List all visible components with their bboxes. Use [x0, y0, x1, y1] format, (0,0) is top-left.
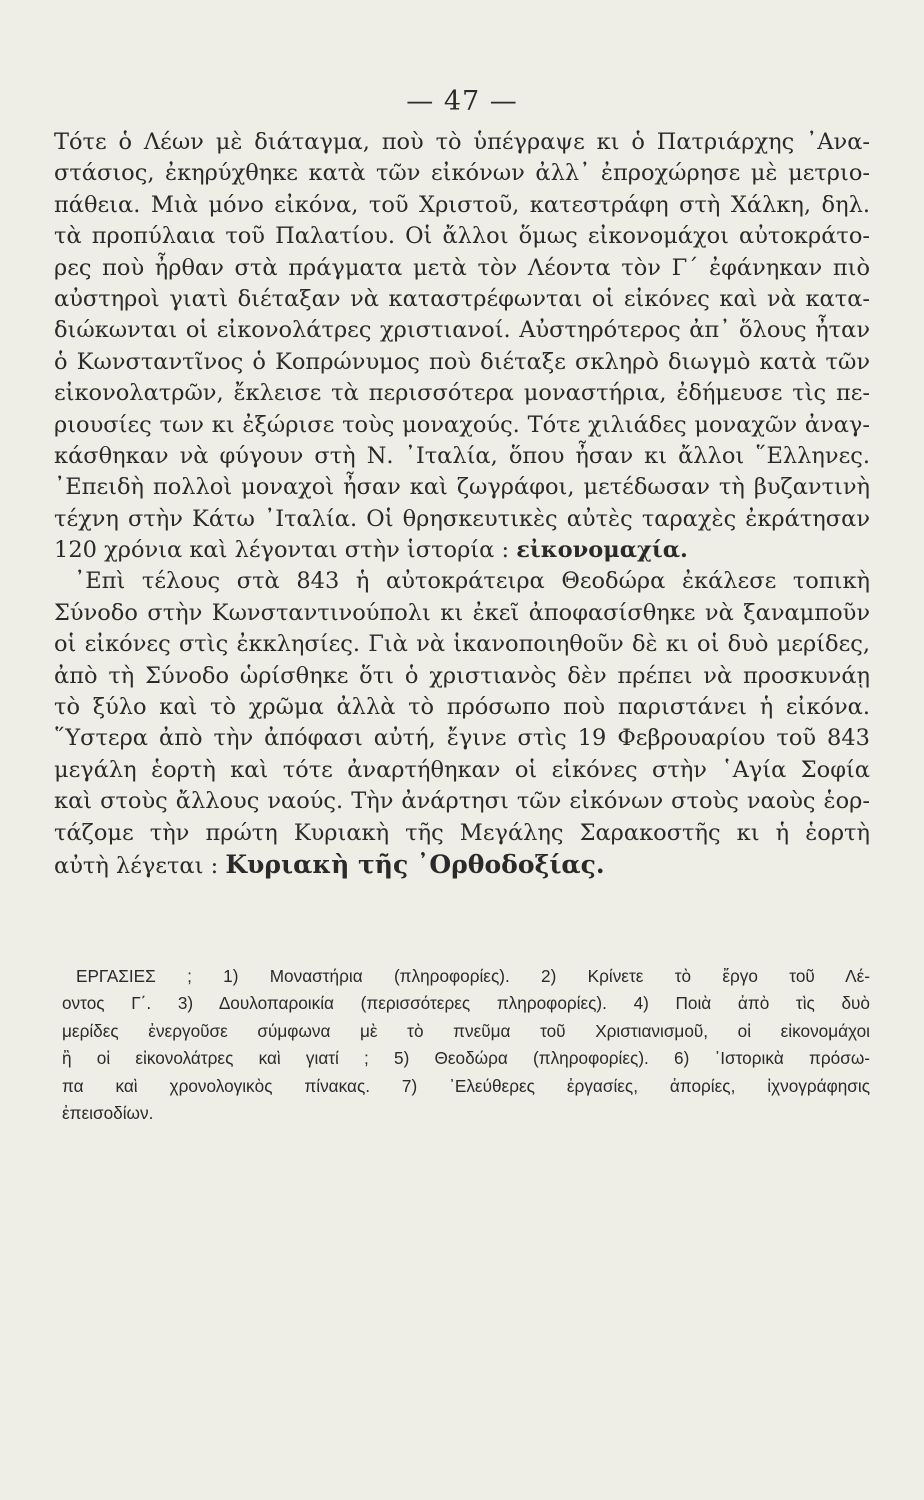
- paragraph-1: [54, 127, 870, 566]
- exercise-line: πα καὶ χρονολογικὸς πίνακας. 7) ᾿Ελεύθερες ἐργασίες, ἀπορίες, ἰχνογράφησις: [62, 1075, 870, 1096]
- text-line: ῞Υστερα ἀπὸ τὴν ἀπόφασι αὐτή, ἔγινε στὶς 19 Φεβρουαρίου τοῦ 843: [54, 725, 870, 752]
- exercise-line: ΕΡΓΑΣΙΕΣ ; 1) Μοναστήρια (πληροφορίες). 2) Κρίνετε τὸ ἔργο τοῦ Λέ-: [76, 966, 870, 986]
- exercise-line: ἐπεισοδίων.: [62, 1102, 154, 1123]
- key-term-iconoclasm: εἰκονομαχία.: [516, 537, 688, 564]
- paragraph-1-end: 120 χρόνια καὶ λέγονται στὴν ἱστορία :: [54, 537, 510, 564]
- text-line: στάσιος, ἐκηρύχθηκε κατὰ τῶν εἰκόνων ἀλλ᾿ ἐπροχώρησε μὲ μετριο-: [54, 160, 870, 187]
- text-line: τὰ προπύλαια τοῦ Παλατίου. Οἱ ἄλλοι ὅμως εἰκονομάχοι αὐτοκράτο-: [54, 223, 870, 250]
- text-line: ἀπὸ τὴ Σύνοδο ὡρίσθηκε ὅτι ὁ χριστιανὸς δὲν πρέπει νὰ προσκυνάῃ: [54, 662, 870, 689]
- text-line: εἰκονολατρῶν, ἔκλεισε τὰ περισσότερα μοναστήρια, ἐδήμευσε τὶς πε-: [54, 380, 870, 407]
- main-text: [54, 127, 870, 880]
- text-line: ρες ποὺ ἦρθαν στὰ πράγματα μετὰ τὸν Λέοντα τὸν Γ΄ ἐφάνηκαν πιὸ: [54, 254, 870, 281]
- text-line: ᾿Επειδὴ πολλοὶ μοναχοὶ ἦσαν καὶ ζωγράφοι, μετέδωσαν τὴ βυζαντινὴ: [54, 474, 870, 501]
- exercise-line: ἢ οἱ εἰκονολάτρες καὶ γιατί ; 5) Θεοδώρα (πληροφορίες). 6) ᾿Ιστορικὰ πρόσω-: [62, 1048, 870, 1069]
- text-line: ᾿Επὶ τέλους στὰ 843 ἡ αὐτοκράτειρα Θεοδώρα ἐκάλεσε τοπικὴ: [74, 568, 870, 595]
- key-term-orthodoxy-sunday: Κυριακὴ τῆς ᾿Ορθοδοξίας.: [225, 849, 605, 879]
- paragraph-2: [54, 566, 870, 880]
- exercise-line: οντος Γ΄. 3) Δουλοπαροικία (περισσότερες πληροφορίες). 4) Ποιὰ ἀπὸ τὶς δυὸ: [62, 993, 870, 1014]
- text-line: μεγάλη ἑορτὴ καὶ τότε ἀναρτήθηκαν οἱ εἰκόνες στὴν ῾Αγία Σοφία: [54, 756, 870, 783]
- text-line: πάθεια. Μιὰ μόνο εἰκόνα, τοῦ Χριστοῦ, κατεστράφη στὴ Χάλκη, δηλ.: [54, 191, 870, 218]
- text-line: τέχνη στὴν Κάτω ᾿Ιταλία. Οἱ θρησκευτικὲς αὐτὲς ταραχὲς ἐκράτησαν: [54, 505, 870, 532]
- text-line: αὐστηροὶ γιατὶ διέταξαν νὰ καταστρέφωνται οἱ εἰκόνες καὶ νὰ κατα-: [54, 285, 870, 312]
- exercises-section: [62, 963, 870, 1127]
- page-number: — 47 —: [406, 86, 518, 117]
- exercise-line: μερίδες ἐνεργοῦσε σύμφωνα μὲ τὸ πνεῦμα τοῦ Χριστιανισμοῦ, οἱ εἰκονομάχοι: [62, 1020, 870, 1041]
- text-line: Τότε ὁ Λέων μὲ διάταγμα, ποὺ τὸ ὑπέγραψε κι ὁ Πατριάρχης ᾿Ανα-: [54, 129, 870, 155]
- text-line: ὁ Κωνσταντῖνος ὁ Κοπρώνυμος ποὺ διέταξε σκληρὸ διωγμὸ κατὰ τῶν: [54, 348, 870, 375]
- text-line: κάσθηκαν νὰ φύγουν στὴ Ν. ᾿Ιταλία, ὅπου ἦσαν κι ἄλλοι ῞Ελληνες.: [54, 442, 870, 469]
- text-line: [54, 535, 870, 566]
- text-line: καὶ στοὺς ἄλλους ναούς. Τὴν ἀνάρτησι τῶν εἰκόνων στοὺς ναοὺς ἑορ-: [54, 788, 870, 815]
- text-line: Σύνοδο στὴν Κωνσταντινούπολι κι ἐκεῖ ἀποφασίσθηκε νὰ ξαναμποῦν: [54, 599, 870, 626]
- text-line: [54, 849, 870, 880]
- text-line: τὸ ξύλο καὶ τὸ χρῶμα ἀλλὰ τὸ πρόσωπο ποὺ παριστάνει ἡ εἰκόνα.: [54, 694, 870, 721]
- text-line: τάζομε τὴν πρώτη Κυριακὴ τῆς Μεγάλης Σαρακοστῆς κι ἡ ἑορτὴ: [54, 819, 870, 846]
- paragraph-2-end: αὐτὴ λέγεται :: [54, 852, 219, 879]
- text-line: διώκωνται οἱ εἰκονολάτρες χριστιανοί. Αὐστηρότερος ἀπ᾿ ὅλους ἦταν: [54, 317, 870, 344]
- text-line: οἱ εἰκόνες στὶς ἐκκλησίες. Γιὰ νὰ ἱκανοποιηθοῦν δὲ κι οἱ δυὸ μερίδες,: [54, 631, 870, 658]
- text-line: ριουσίες των κι ἐξώρισε τοὺς μοναχούς. Τότε χιλιάδες μοναχῶν ἀναγ-: [54, 411, 870, 438]
